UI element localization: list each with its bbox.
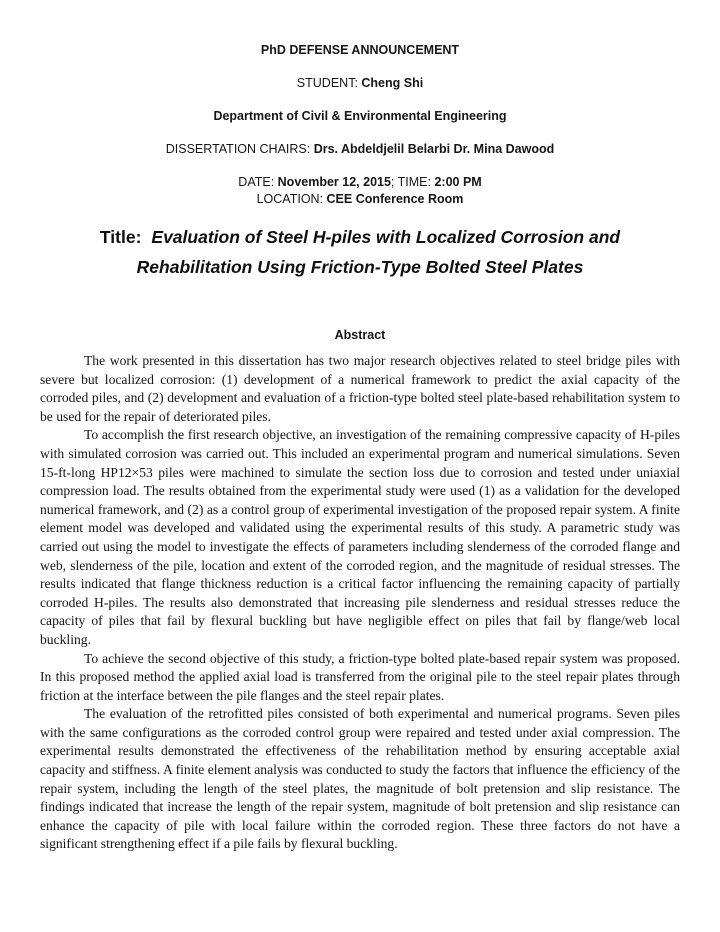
time-label: ; TIME: xyxy=(390,175,435,189)
date-label: DATE: xyxy=(238,175,278,189)
chairs-line xyxy=(40,141,680,158)
date-time-line xyxy=(40,174,680,191)
location-label: LOCATION: xyxy=(256,192,327,206)
dissertation-title xyxy=(60,222,660,282)
chairs-label: DISSERTATION CHAIRS: xyxy=(165,142,314,156)
dissertation-title-text: Evaluation of Steel H-piles with Localized Corrosion and Rehabilitation Using Friction-Type Bolted Steel Plates xyxy=(136,227,621,277)
announcement-title: PhD DEFENSE ANNOUNCEMENT xyxy=(260,43,460,57)
student-line xyxy=(40,75,680,92)
abstract-body xyxy=(40,352,680,854)
department-line: Department of Civil & Environmental Engineering xyxy=(213,109,507,123)
announcement-header xyxy=(40,42,680,208)
location-value: CEE Conference Room xyxy=(326,192,464,206)
dissertation-title-label: Title: xyxy=(99,227,142,247)
student-name: Cheng Shi xyxy=(361,76,424,90)
abstract-paragraph: The work presented in this dissertation has two major research objectives related to steel bridge piles with severe but localized corrosion: (1) development of a numerical framework to predict the axial capacity of the corroded piles, and (2) development and evaluation of a friction-type bolted steel plate-based rehabilitation system to be used for the repair of deteriorated piles. xyxy=(40,353,680,424)
chairs-names: Drs. Abdeldjelil Belarbi Dr. Mina Dawood xyxy=(313,142,555,156)
location-line xyxy=(40,191,680,208)
abstract-paragraph: The evaluation of the retrofitted piles consisted of both experimental and numerical programs. Seven piles with the same configurations as the corroded control group were repaired and tested under axial compression. The experimental results demonstrated the effectiveness of the rehabilitation method by ensuring acceptable axial capacity and stiffness. A finite element analysis was conducted to study the factors that influence the efficiency of the repair system, including the length of the steel plates, the magnitude of bolt pretension and slip resistance. The findings indicated that increase the length of the repair system, magnitude of bolt pretension and slip resistance can enhance the capacity of pile with local failure within the corroded region. These three factors do not have a significant strengthening effect if a pile fails by flexural buckling. xyxy=(40,706,680,852)
student-label: STUDENT: xyxy=(296,76,362,90)
abstract-heading: Abstract xyxy=(334,328,386,342)
date-value: November 12, 2015 xyxy=(277,175,391,189)
time-value: 2:00 PM xyxy=(434,175,482,189)
abstract-paragraph: To achieve the second objective of this study, a friction-type bolted plate-based repair system was proposed. In this proposed method the applied axial load is transferred from the original pile to the steel repair plates through friction at the interface between the pile flanges and the steel repair plates. xyxy=(40,650,680,703)
abstract-paragraph: To accomplish the first research objective, an investigation of the remaining compressive capacity of H-piles with simulated corrosion was carried out. This included an experimental program and numerical simulations. Seven 15-ft-long HP12×53 piles were machined to simulate the section loss due to corrosion and tested under uniaxial compression load. The results obtained from the experimental study were used (1) as a validation for the developed numerical framework, and (2) as a control group of experimental investigation of the proposed repair system. A finite element model was developed and validated using the experimental results of this study. A parametric study was carried out using the model to investigate the effects of parameters including slenderness of the corroded flange and web, slenderness of the pile, location and extent of the corroded region, and the magnitude of residual stresses. The results indicated that flange thickness reduction is a critical factor influencing the remaining capacity of partially corroded H-piles. The results also demonstrated that increasing pile slenderness and residual stresses reduce the capacity of piles that fail by flexural buckling but have negligible effect on piles that fail by flange/web local buckling. xyxy=(40,427,680,647)
